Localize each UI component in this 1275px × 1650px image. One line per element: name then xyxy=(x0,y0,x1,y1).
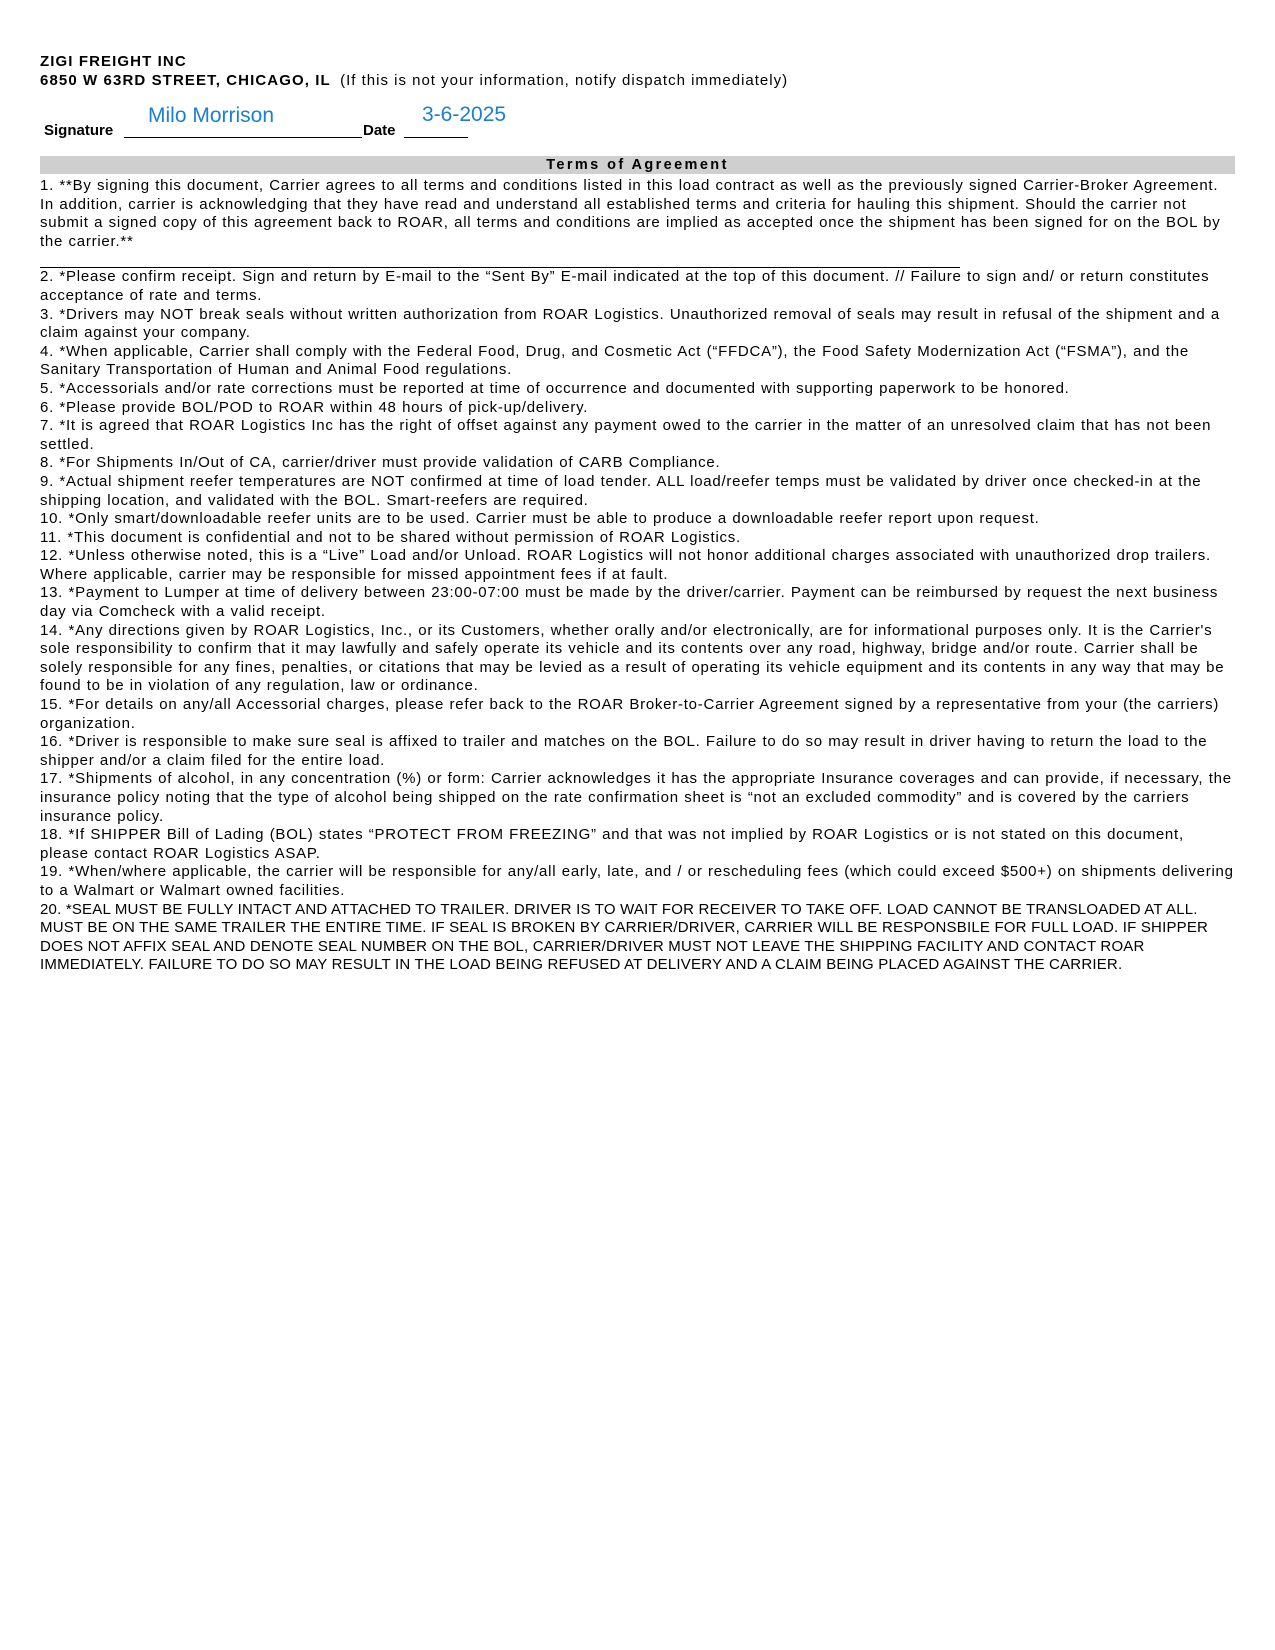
term-item-17: 17. *Shipments of alcohol, in any concentration (%) or form: Carrier acknowledges it has the appropriate Insurance coverages and can provide, if necessary, the insurance policy noting that the type of alcohol being shipped on the rate confirmation sheet is “not an excluded commodity” and is covered by the carriers insurance policy. xyxy=(40,770,1232,825)
address-notice: (If this is not your information, notify dispatch immediately) xyxy=(340,72,789,89)
term-item-14: 14. *Any directions given by ROAR Logistics, Inc., or its Customers, whether orally and/or electronically, are for informational purposes only. It is the Carrier's sole responsibility to confirm that it may lawfully and safely operate its vehicle and its contents over any road, highway, bridge and/or route. Carrier shall be solely responsible for any fines, penalties, or citations that may be levied as a result of operating its vehicle equipment and its contents in any way that may be found to be in violation of any regulation, law or ordinance. xyxy=(40,621,1225,695)
signature-label: Signature xyxy=(44,122,114,139)
term-item-10: 10. *Only smart/downloadable reefer units are to be used. Carrier must be able to produce a downloadable reefer report upon request. xyxy=(40,510,1040,528)
term-item-15: 15. *For details on any/all Accessorial charges, please refer back to the ROAR Broker-to-Carrier Agreement signed by a representative from your (the carriers) organization. xyxy=(40,696,1220,732)
company-address-line xyxy=(40,71,1235,90)
term-item-1: 1. **By signing this document, Carrier agrees to all terms and conditions listed in this load contract as well as the previously signed Carrier-Broker Agreement. In addition, carrier is acknowledging that they have read and understand all established terms and criteria for hauling this shipment. Should the carrier not submit a signed copy of this agreement back to ROAR, all terms and conditions are implied as accepted once the shipment has been signed for on the BOL by the carrier.** xyxy=(40,177,1221,250)
company-name: ZIGI FREIGHT INC xyxy=(40,53,187,70)
date-label: Date xyxy=(363,122,396,139)
term-item-18: 18. *If SHIPPER Bill of Lading (BOL) states “PROTECT FROM FREEZING” and that was not implied by ROAR Logistics or is not stated on this document, please contact ROAR Logistics ASAP. xyxy=(40,826,1184,862)
term-item-16: 16. *Driver is responsible to make sure seal is affixed to trailer and matches on the BOL. Failure to do so may result in driver having to return the load to the shipper and/or a claim filed for the entire load. xyxy=(40,733,1208,769)
terms-divider xyxy=(40,251,960,268)
terms-header: Terms of Agreement xyxy=(40,156,1235,174)
term-item-13: 13. *Payment to Lumper at time of delivery between 23:00-07:00 must be made by the driver/carrier. Payment can be reimbursed by request the next business day via Comcheck with a valid receipt. xyxy=(40,584,1219,621)
term-item-6: 6. *Please provide BOL/POD to ROAR within 48 hours of pick-up/delivery. xyxy=(40,398,589,416)
term-item-4: 4. *When applicable, Carrier shall comply with the Federal Food, Drug, and Cosmetic Act (“FFDCA”), the Food Safety Modernization Act (“FSMA”), and the Sanitary Transportation of Human and Animal Food regulations. xyxy=(40,342,1189,379)
document-page xyxy=(40,52,1235,975)
term-item-7: 7. *It is agreed that ROAR Logistics Inc has the right of offset against any payment owed to the carrier in the matter of an unresolved claim that has not been settled. xyxy=(40,417,1212,453)
term-item-20: 20. *SEAL MUST BE FULLY INTACT AND ATTACHED TO TRAILER. DRIVER IS TO WAIT FOR RECEIVER TO TAKE OFF. LOAD CANNOT BE TRANSLOADED AT ALL. MUST BE ON THE SAME TRAILER THE ENTIRE TIME. IF SEAL IS BROKEN BY CARRIER/DRIVER, CARRIER WILL BE RESPONSBILE FOR FULL LOAD. IF SHIPPER DOES NOT AFFIX SEAL AND DENOTE SEAL NUMBER ON THE BOL, CARRIER/DRIVER MUST NOT LEAVE THE SHIPPING FACILITY AND CONTACT ROAR IMMEDIATELY. FAILURE TO DO SO MAY RESULT IN THE LOAD BEING REFUSED AT DELIVERY AND A CLAIM BEING PLACED AGAINST THE CARRIER. xyxy=(40,900,1209,974)
term-item-9: 9. *Actual shipment reefer temperatures are NOT confirmed at time of load tender. ALL load/reefer temps must be validated by driver once checked-in at the shipping location, and validated with the BOL. Smart-reefers are required. xyxy=(40,472,1202,509)
term-item-3: 3. *Drivers may NOT break seals without written authorization from ROAR Logistics. Unauthorized removal of seals may result in refusal of the shipment and a claim against your company. xyxy=(40,305,1221,342)
company-address: 6850 W 63RD STREET, CHICAGO, IL xyxy=(40,72,331,89)
term-item-12: 12. *Unless otherwise noted, this is a “Live” Load and/or Unload. ROAR Logistics will not honor additional charges associated with unauthorized drop trailers. Where applicable, carrier may be responsible for missed appointment fees if at fault. xyxy=(40,547,1211,583)
term-item-2: 2. *Please confirm receipt. Sign and return by E-mail to the “Sent By” E-mail indicated at the top of this document. // Failure to sign and/ or return constitutes acceptance of rate and terms. xyxy=(40,268,1210,304)
term-item-19: 19. *When/where applicable, the carrier will be responsible for any/all early, late, and / or rescheduling fees (which could exceed $500+) on shipments delivering to a Walmart or Walmart owned facilities. xyxy=(40,863,1234,899)
term-item-11: 11. *This document is confidential and not to be shared without permission of ROAR Logistics. xyxy=(40,528,741,546)
terms-list xyxy=(40,177,1235,975)
date-field[interactable]: 3-6-2025 xyxy=(422,103,507,126)
signature-row xyxy=(40,92,1235,144)
term-item-8: 8. *For Shipments In/Out of CA, carrier/driver must provide validation of CARB Compliance. xyxy=(40,454,721,472)
date-line xyxy=(404,137,468,138)
signature-field[interactable]: Milo Morrison xyxy=(148,104,275,127)
term-item-5: 5. *Accessorials and/or rate corrections must be reported at time of occurrence and documented with supporting paperwork to be honored. xyxy=(40,379,1070,397)
signature-line xyxy=(124,137,362,138)
